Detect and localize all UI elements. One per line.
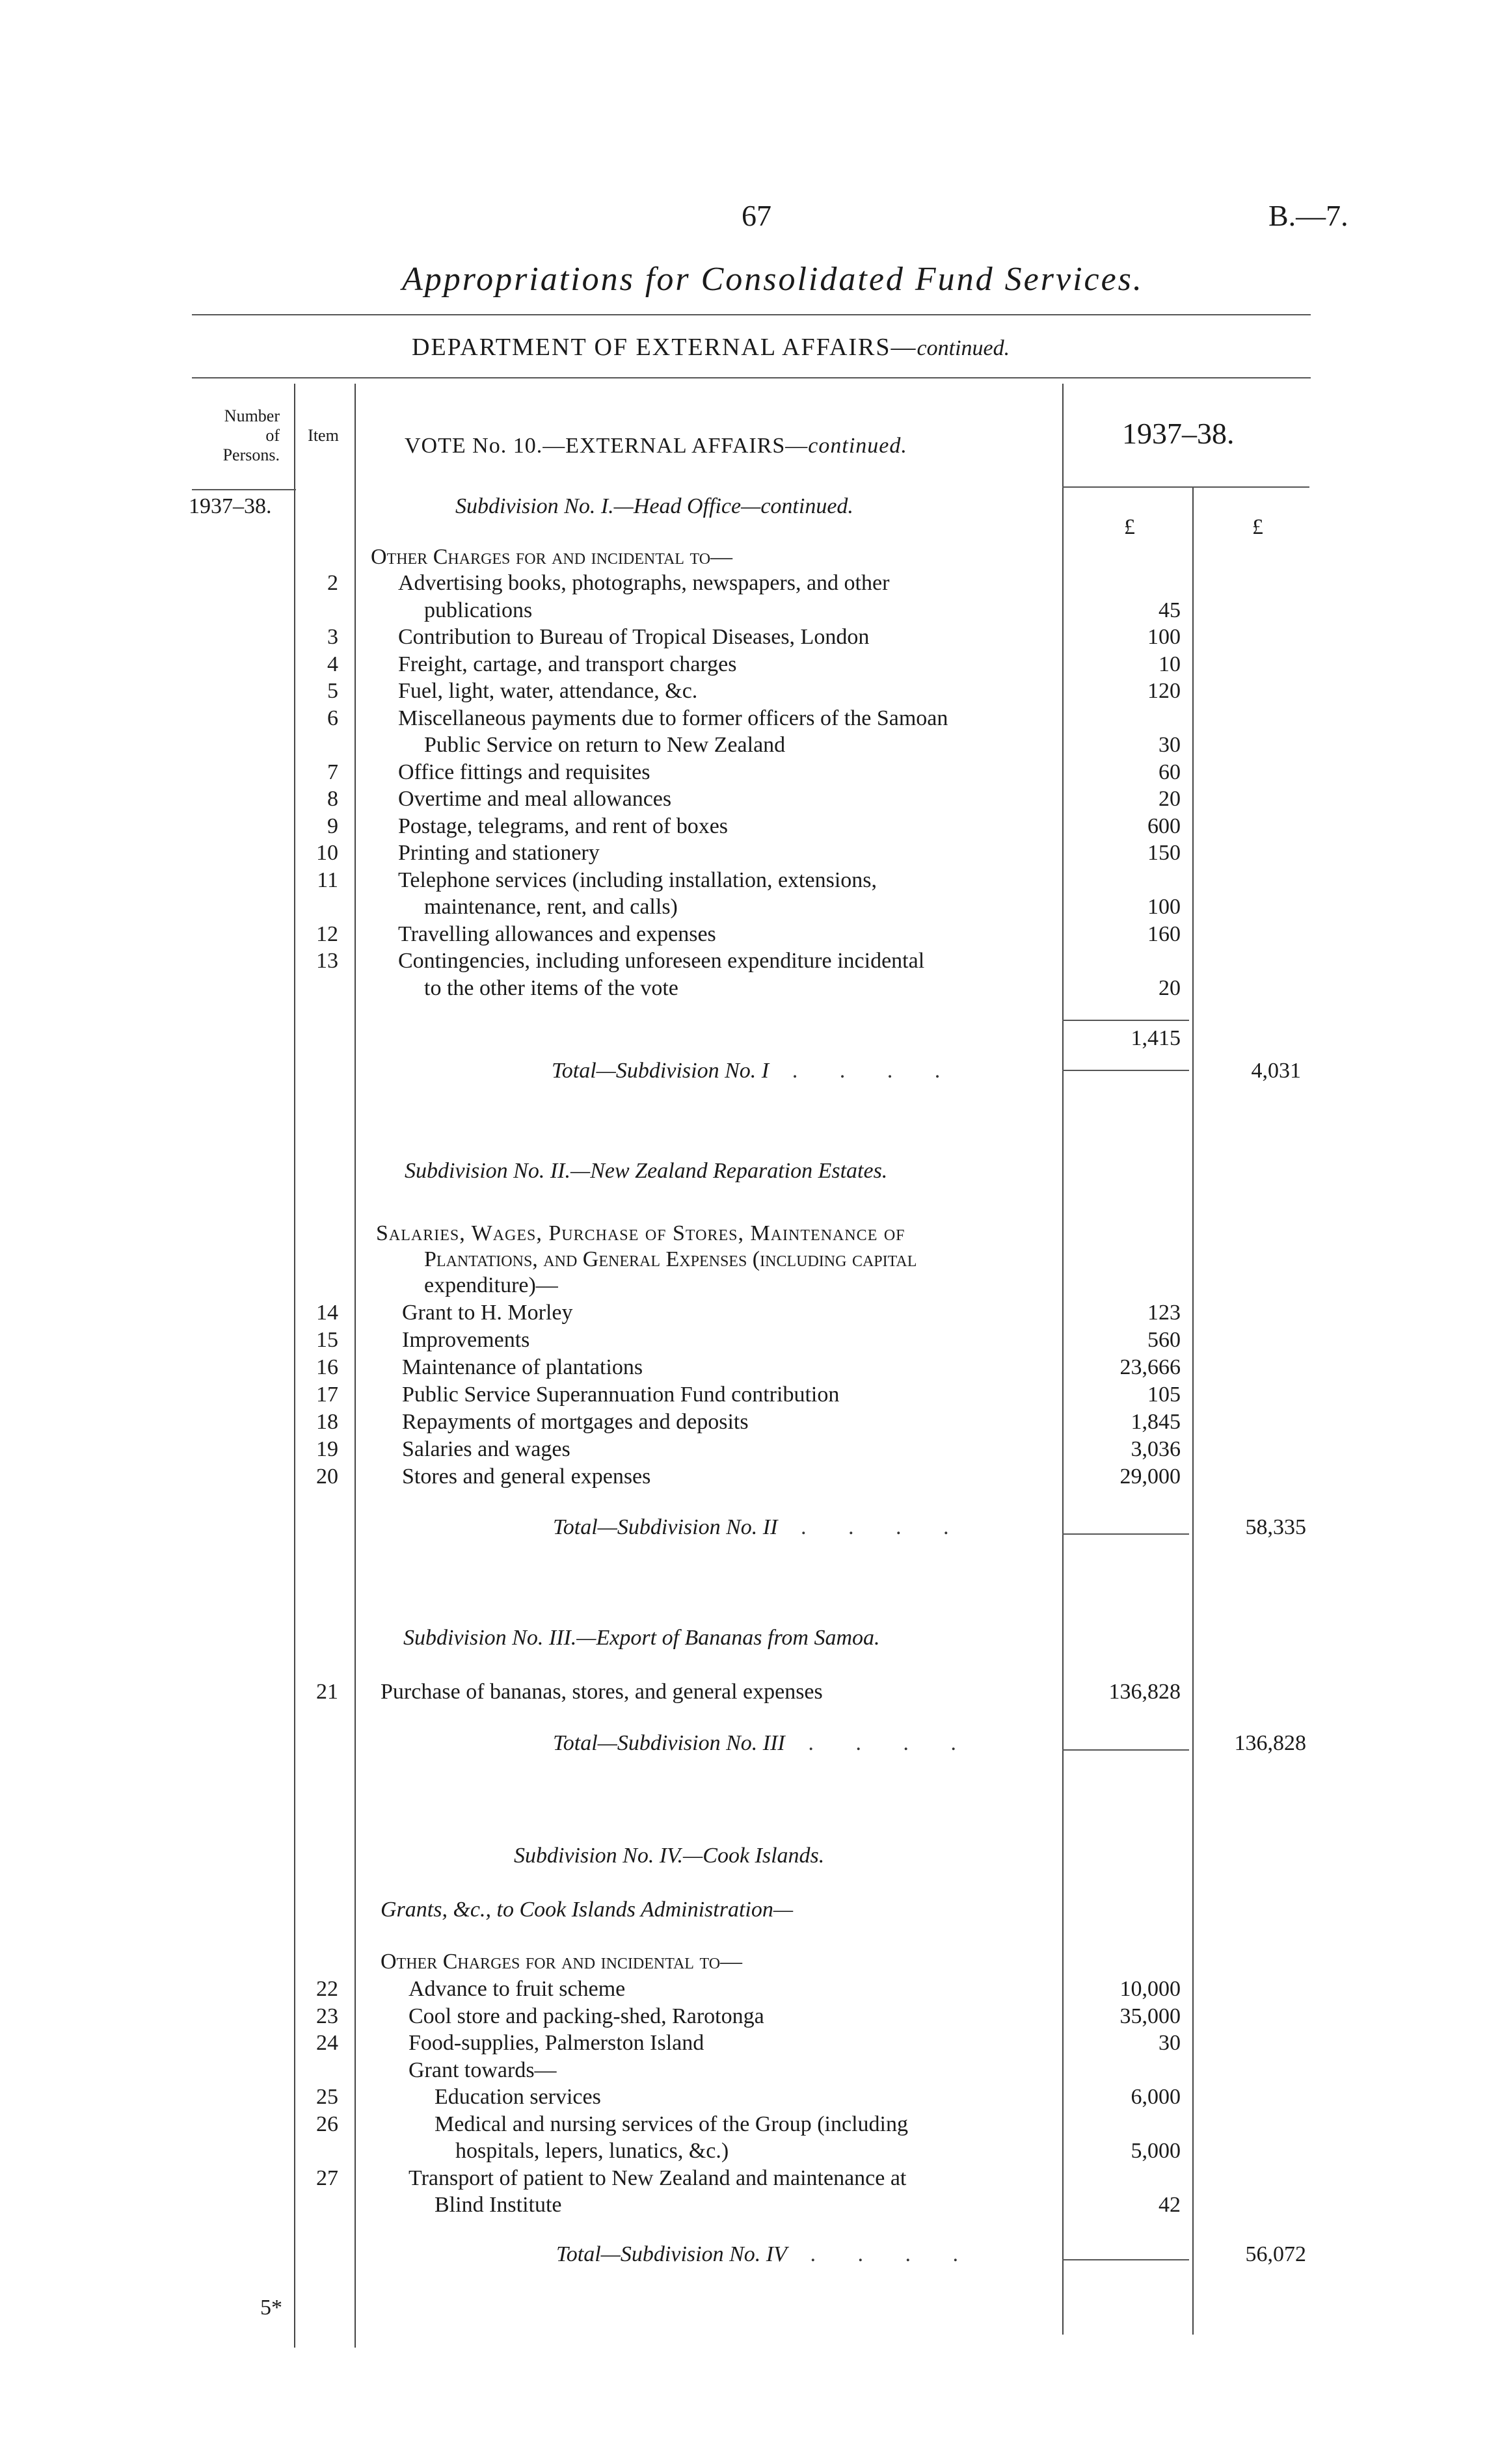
sub1-total-label: Total—Subdivision No. I . . . .	[552, 1059, 959, 1083]
item-amount: 1,845	[1131, 1410, 1181, 1434]
item-number: 21	[316, 1680, 338, 1704]
item-description: Cool store and packing-shed, Rarotonga	[409, 2004, 764, 2028]
item-description: Grant to H. Morley	[402, 1301, 573, 1325]
sub3-subtotal-rule	[1062, 1749, 1189, 1751]
page-number: 67	[742, 199, 771, 232]
item-number: 7	[327, 760, 338, 784]
item-number: 20	[316, 1464, 338, 1489]
item-description-continued: Public Service on return to New Zealand	[424, 733, 786, 757]
item-amount: 20	[1159, 975, 1181, 1000]
persons-rule	[192, 489, 296, 490]
item-description: Miscellaneous payments due to former officers of the Samoan	[398, 706, 948, 730]
sub1-total: 4,031	[1251, 1059, 1301, 1083]
item-number: 2	[327, 571, 338, 595]
item-number: 6	[327, 706, 338, 730]
year-heading: 1937–38.	[1122, 417, 1235, 450]
item-number: 14	[316, 1301, 338, 1325]
item-number: 15	[316, 1328, 338, 1352]
header-rule	[192, 377, 1311, 378]
item-description: Overtime and meal allowances	[398, 787, 672, 811]
item-description: Maintenance of plantations	[402, 1355, 643, 1379]
item-number: 24	[316, 2031, 338, 2055]
item-description: Salaries and wages	[402, 1437, 570, 1461]
sub1-charges-heading: Other Charges for and incidental to—	[371, 545, 733, 569]
item-number: 16	[316, 1355, 338, 1379]
sub2-subtotal-rule	[1062, 1533, 1189, 1535]
item-amount: 160	[1147, 921, 1181, 946]
item-number: 19	[316, 1437, 338, 1461]
item-description: Fuel, light, water, attendance, &c.	[398, 679, 698, 703]
department-heading: DEPARTMENT OF EXTERNAL AFFAIRS—continued.	[412, 334, 1010, 361]
item-description-continued: publications	[424, 598, 533, 622]
item-amount: 42	[1159, 2193, 1181, 2217]
item-description: Stores and general expenses	[402, 1464, 651, 1489]
item-number: 11	[317, 868, 338, 892]
item-amount: 29,000	[1119, 1464, 1181, 1489]
item-amount: 45	[1159, 598, 1181, 622]
item-description: Office fittings and requisites	[398, 760, 650, 784]
item-description: Food-supplies, Palmerston Island	[409, 2031, 704, 2055]
item-description: Telephone services (including installation, extensions,	[398, 868, 877, 892]
sub2-charges-heading-2: Plantations, and General Expenses (including capital	[424, 1247, 917, 1271]
item-amount: 100	[1147, 895, 1181, 919]
item-description: Travelling allowances and expenses	[398, 921, 716, 946]
subdivision-1-heading: Subdivision No. I.—Head Office—continued.	[455, 494, 853, 518]
item-amount: 6,000	[1131, 2085, 1181, 2109]
vote-title: VOTE No. 10.—EXTERNAL AFFAIRS—continued.	[405, 434, 907, 458]
item-amount: 600	[1147, 814, 1181, 838]
persons-column-heading: Number of Persons.	[222, 406, 280, 464]
amount-column-rule	[1062, 384, 1064, 2335]
sub2-charges-heading-1: Salaries, Wages, Purchase of Stores, Maintenance of	[376, 1221, 905, 1245]
item-description-continued: Blind Institute	[435, 2193, 562, 2217]
item-description: Contingencies, including unforeseen expenditure incidental	[398, 949, 925, 973]
signature-mark: 5*	[260, 2296, 282, 2320]
item-number: 23	[316, 2004, 338, 2028]
item-amount: 30	[1159, 2031, 1181, 2055]
item-amount: 150	[1147, 841, 1181, 865]
item-description: Printing and stationery	[398, 841, 600, 865]
currency-symbol-total: £	[1252, 515, 1263, 539]
item-number: 8	[327, 787, 338, 811]
sub2-total: 58,335	[1245, 1515, 1306, 1539]
sub4-subtotal-rule	[1062, 2259, 1189, 2260]
subdivision-3-heading: Subdivision No. III.—Export of Bananas from Samoa.	[403, 1626, 880, 1650]
year-rule	[1062, 486, 1309, 488]
item-amount: 30	[1159, 733, 1181, 757]
item-description: Public Service Superannuation Fund contribution	[402, 1383, 840, 1407]
item-amount: 23,666	[1119, 1355, 1181, 1379]
sub2-charges-heading-3: expenditure)—	[424, 1273, 558, 1297]
sub4-grants-heading: Grants, &c., to Cook Islands Administration—	[381, 1898, 794, 1922]
item-column-rule	[355, 384, 356, 2348]
item-number: 3	[327, 625, 338, 649]
item-amount: 120	[1147, 679, 1181, 703]
item-amount: 100	[1147, 625, 1181, 649]
item-description-continued: hospitals, lepers, lunatics, &c.)	[455, 2139, 729, 2163]
item-number: 22	[316, 1977, 338, 2001]
item-amount: 20	[1159, 787, 1181, 811]
item-description: Medical and nursing services of the Group (including	[435, 2112, 908, 2136]
sub4-charges-heading: Other Charges for and incidental to—	[381, 1950, 743, 1974]
item-amount: 5,000	[1131, 2139, 1181, 2163]
item-description: Education services	[435, 2085, 601, 2109]
title-rule	[192, 314, 1311, 315]
item-description: Contribution to Bureau of Tropical Diseases, London	[398, 625, 870, 649]
sub4-total-label: Total—Subdivision No. IV . . . .	[556, 2242, 977, 2266]
item-column-heading: Item	[308, 426, 339, 445]
item-amount: 60	[1159, 760, 1181, 784]
item-number: 5	[327, 679, 338, 703]
document-code: B.—7.	[1268, 199, 1348, 232]
item-number: 17	[316, 1383, 338, 1407]
currency-symbol-amount: £	[1124, 515, 1135, 539]
sub1-subtotal-rule-top	[1062, 1020, 1189, 1021]
item-number: 26	[316, 2112, 338, 2136]
item-number: 25	[316, 2085, 338, 2109]
item-description-continued: maintenance, rent, and calls)	[424, 895, 678, 919]
item-description: Grant towards—	[409, 2058, 557, 2082]
item-description: Postage, telegrams, and rent of boxes	[398, 814, 729, 838]
item-number: 12	[316, 921, 338, 946]
total-column-rule	[1192, 488, 1194, 2335]
item-number: 4	[327, 652, 338, 676]
item-description: Improvements	[402, 1328, 530, 1352]
item-number: 27	[316, 2166, 338, 2190]
item-number: 9	[327, 814, 338, 838]
item-description: Advertising books, photographs, newspapers, and other	[398, 571, 890, 595]
sub4-total: 56,072	[1245, 2242, 1306, 2266]
item-amount: 105	[1147, 1383, 1181, 1407]
sub1-subtotal: 1,415	[1131, 1026, 1181, 1050]
item-amount: 123	[1147, 1301, 1181, 1325]
item-description-continued: to the other items of the vote	[424, 975, 678, 1000]
item-number: 10	[316, 841, 338, 865]
item-amount: 10	[1159, 652, 1181, 676]
persons-year: 1937–38.	[189, 494, 272, 518]
subdivision-4-heading: Subdivision No. IV.—Cook Islands.	[514, 1844, 825, 1868]
item-number: 18	[316, 1410, 338, 1434]
sub3-total: 136,828	[1234, 1731, 1306, 1755]
page-title: Appropriations for Consolidated Fund Services.	[402, 261, 1144, 298]
item-description: Advance to fruit scheme	[409, 1977, 626, 2001]
item-amount: 560	[1147, 1328, 1181, 1352]
item-description: Transport of patient to New Zealand and maintenance at	[409, 2166, 907, 2190]
item-amount: 136,828	[1108, 1680, 1181, 1704]
sub1-subtotal-rule-bottom	[1062, 1070, 1189, 1071]
sub2-total-label: Total—Subdivision No. II . . . .	[553, 1515, 968, 1539]
sub3-total-label: Total—Subdivision No. III . . . .	[553, 1731, 975, 1755]
item-description: Repayments of mortgages and deposits	[402, 1410, 749, 1434]
item-amount: 35,000	[1119, 2004, 1181, 2028]
item-amount: 10,000	[1119, 1977, 1181, 2001]
subdivision-2-heading: Subdivision No. II.—New Zealand Reparation Estates.	[405, 1159, 888, 1183]
item-number: 13	[316, 949, 338, 973]
item-amount: 3,036	[1131, 1437, 1181, 1461]
item-description: Purchase of bananas, stores, and general expenses	[381, 1680, 823, 1704]
persons-column-rule	[294, 384, 295, 2348]
item-description: Freight, cartage, and transport charges	[398, 652, 737, 676]
